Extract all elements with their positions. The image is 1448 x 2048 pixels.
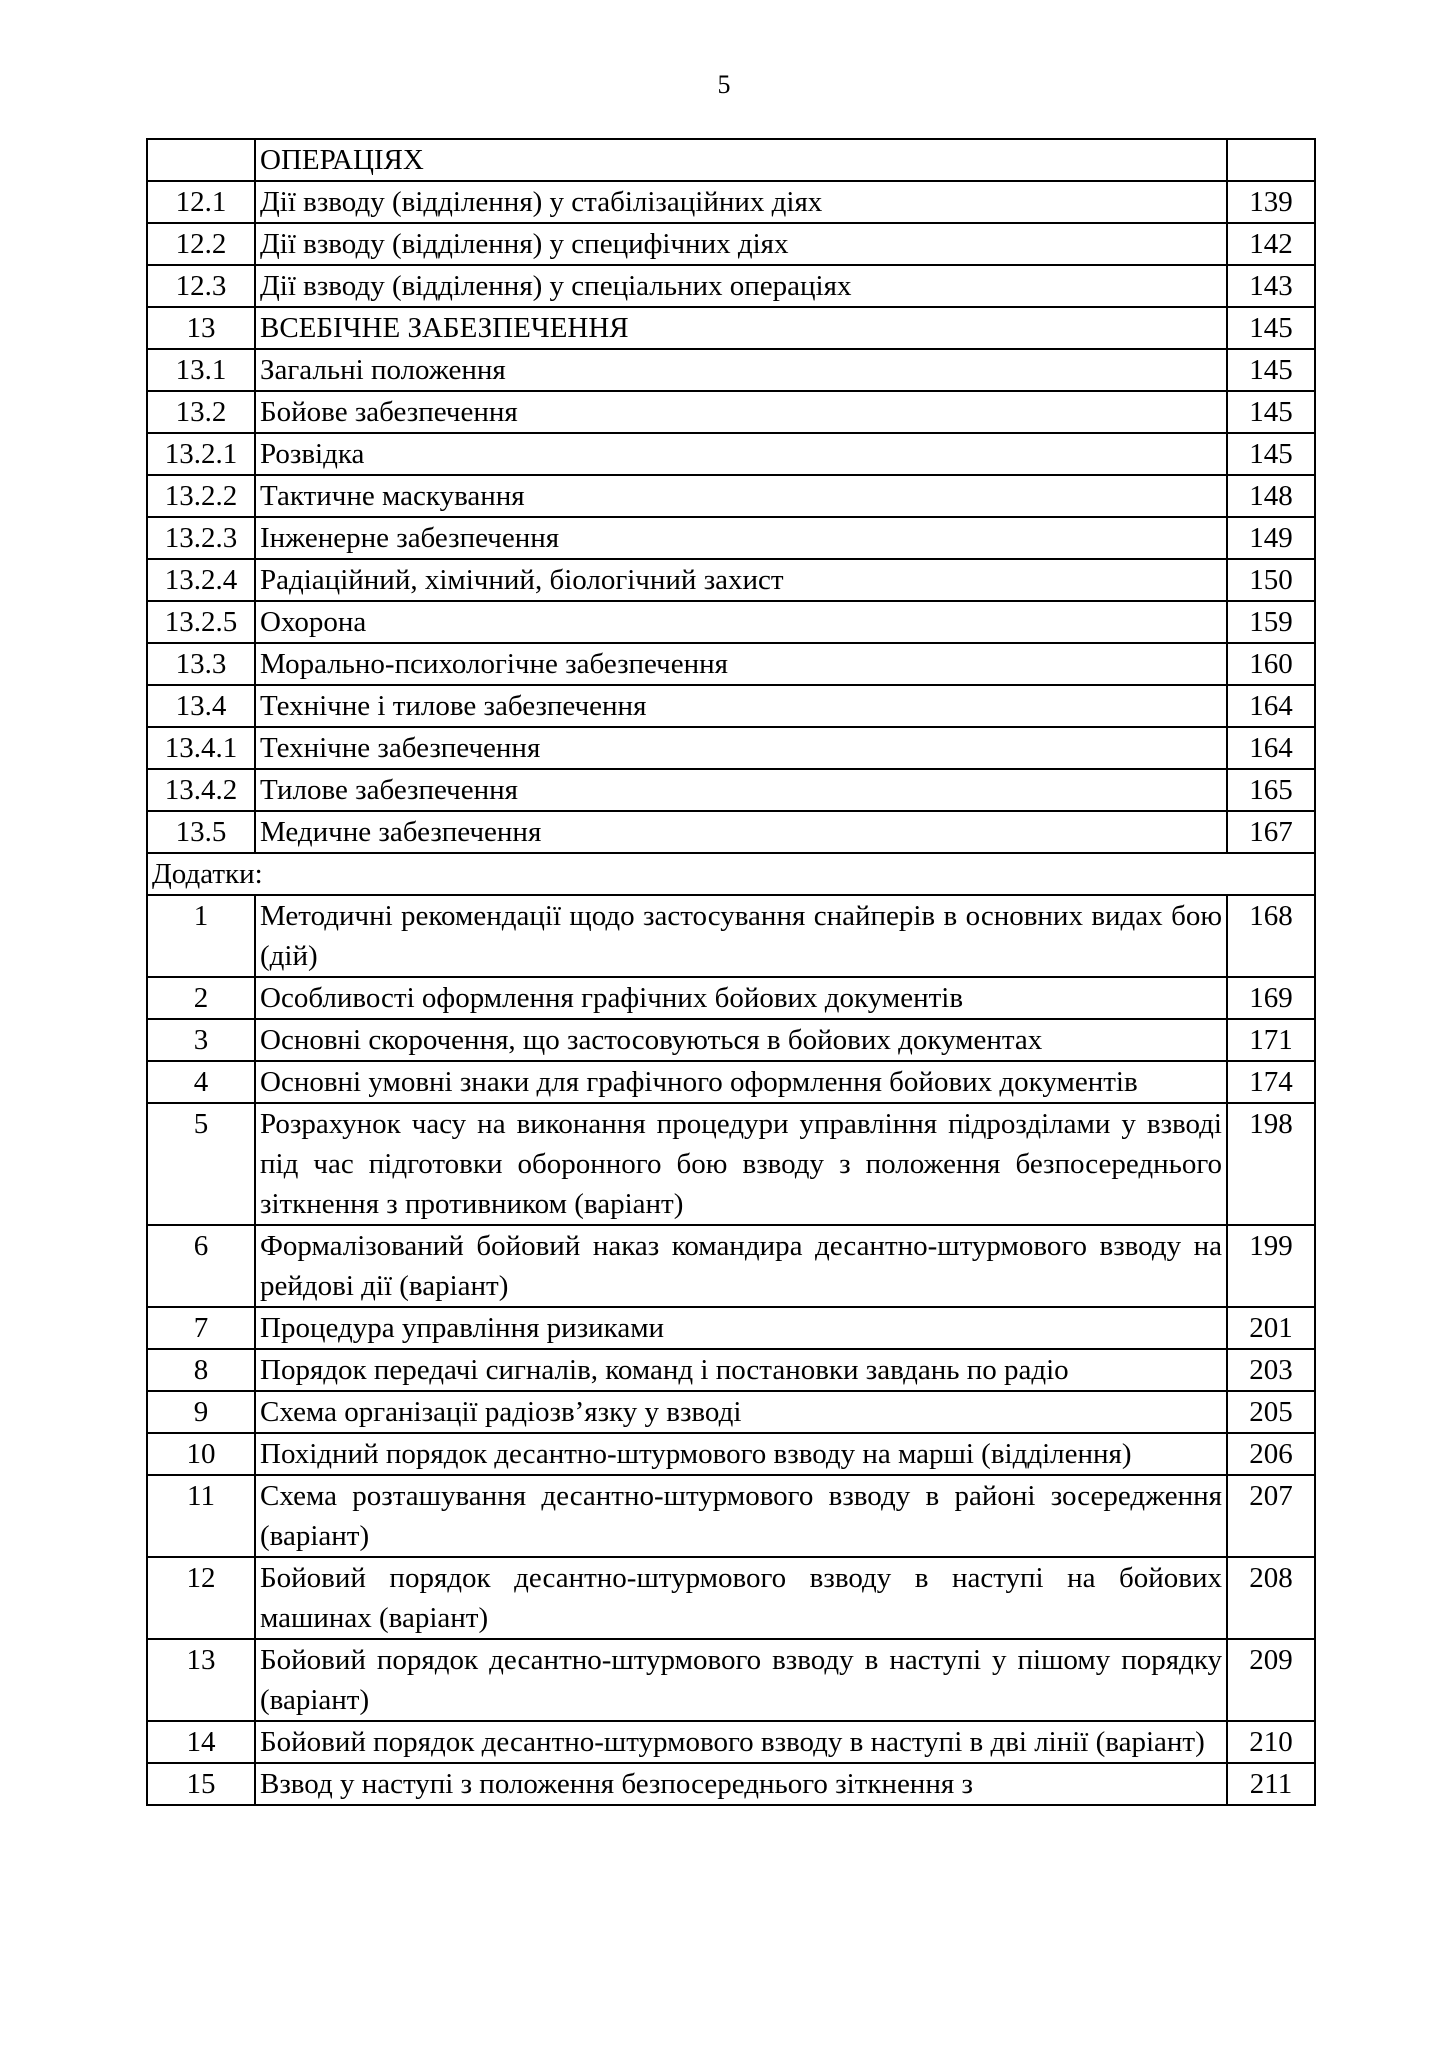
toc-number: 13.2.1 [147, 433, 255, 475]
toc-number: 13.4.1 [147, 727, 255, 769]
appendix-row [147, 1061, 1315, 1103]
toc-number: 12.2 [147, 223, 255, 265]
toc-number: 13.2 [147, 391, 255, 433]
toc-row [147, 517, 1315, 559]
appendix-number: 1 [147, 895, 255, 977]
toc-title: Радіаційний, хімічний, біологічний захист [255, 559, 1227, 601]
toc-row [147, 307, 1315, 349]
appendix-number: 5 [147, 1103, 255, 1225]
appendix-number: 15 [147, 1763, 255, 1805]
appendix-heading-row [147, 853, 1315, 895]
toc-page: 167 [1227, 811, 1315, 853]
appendix-title: Схема організації радіозв’язку у взводі [255, 1391, 1227, 1433]
appendix-heading: Додатки: [147, 853, 1315, 895]
appendix-page: 211 [1227, 1763, 1315, 1805]
appendix-number: 12 [147, 1557, 255, 1639]
appendix-title: Розрахунок часу на виконання процедури управління підрозділами у взводі під час підготовки оборонного бою взводу з положення безпосереднього зіткнення з противником (варіант) [255, 1103, 1227, 1225]
toc-title: Бойове забезпечення [255, 391, 1227, 433]
appendix-page: 198 [1227, 1103, 1315, 1225]
toc-title: Тилове забезпечення [255, 769, 1227, 811]
toc-row [147, 727, 1315, 769]
appendix-page: 201 [1227, 1307, 1315, 1349]
appendix-row [147, 1391, 1315, 1433]
appendix-title: Бойовий порядок десантно-штурмового взводу в наступі на бойових машинах (варіант) [255, 1557, 1227, 1639]
appendix-row [147, 1475, 1315, 1557]
toc-row [147, 433, 1315, 475]
toc-page: 145 [1227, 391, 1315, 433]
toc-row [147, 181, 1315, 223]
toc-row [147, 601, 1315, 643]
toc-title: Дії взводу (відділення) у спеціальних операціях [255, 265, 1227, 307]
appendix-title: Методичні рекомендації щодо застосування снайперів в основних видах бою (дій) [255, 895, 1227, 977]
toc-row [147, 139, 1315, 181]
appendix-title: Процедура управління ризиками [255, 1307, 1227, 1349]
toc-number: 13.2.3 [147, 517, 255, 559]
toc-row [147, 769, 1315, 811]
toc-title: Охорона [255, 601, 1227, 643]
appendix-page: 210 [1227, 1721, 1315, 1763]
appendix-row [147, 977, 1315, 1019]
toc-title: ОПЕРАЦІЯХ [255, 139, 1227, 181]
toc-number: 13.1 [147, 349, 255, 391]
appendix-page: 206 [1227, 1433, 1315, 1475]
toc-page: 149 [1227, 517, 1315, 559]
toc-row [147, 223, 1315, 265]
appendix-title: Особливості оформлення графічних бойових документів [255, 977, 1227, 1019]
appendix-row [147, 1763, 1315, 1805]
toc-title: Технічне забезпечення [255, 727, 1227, 769]
appendix-row [147, 1307, 1315, 1349]
appendix-page: 171 [1227, 1019, 1315, 1061]
toc-title: Медичне забезпечення [255, 811, 1227, 853]
appendix-title: Основні умовні знаки для графічного оформлення бойових документів [255, 1061, 1227, 1103]
appendix-page: 174 [1227, 1061, 1315, 1103]
appendix-row [147, 1433, 1315, 1475]
toc-row [147, 349, 1315, 391]
toc-title: Розвідка [255, 433, 1227, 475]
appendix-row [147, 1225, 1315, 1307]
toc-title: Загальні положення [255, 349, 1227, 391]
toc-title: Дії взводу (відділення) у стабілізаційних діях [255, 181, 1227, 223]
appendix-row [147, 1019, 1315, 1061]
appendix-row [147, 1349, 1315, 1391]
appendix-page: 169 [1227, 977, 1315, 1019]
toc-number: 13.2.5 [147, 601, 255, 643]
toc-row [147, 559, 1315, 601]
toc-title: Дії взводу (відділення) у специфічних діях [255, 223, 1227, 265]
appendix-title: Основні скорочення, що застосовуються в бойових документах [255, 1019, 1227, 1061]
toc-number [147, 139, 255, 181]
appendix-row [147, 1721, 1315, 1763]
appendix-number: 14 [147, 1721, 255, 1763]
toc-title: Технічне і тилове забезпечення [255, 685, 1227, 727]
page-number: 5 [717, 70, 731, 99]
toc-title: Інженерне забезпечення [255, 517, 1227, 559]
appendix-number: 9 [147, 1391, 255, 1433]
appendix-row [147, 895, 1315, 977]
toc-title: ВСЕБІЧНЕ ЗАБЕЗПЕЧЕННЯ [255, 307, 1227, 349]
toc-page: 145 [1227, 349, 1315, 391]
appendix-number: 4 [147, 1061, 255, 1103]
appendix-number: 3 [147, 1019, 255, 1061]
toc-title: Тактичне маскування [255, 475, 1227, 517]
appendix-number: 10 [147, 1433, 255, 1475]
appendix-row [147, 1639, 1315, 1721]
appendix-page: 199 [1227, 1225, 1315, 1307]
toc-page: 143 [1227, 265, 1315, 307]
toc-page: 142 [1227, 223, 1315, 265]
toc-row [147, 811, 1315, 853]
appendix-number: 8 [147, 1349, 255, 1391]
toc-number: 12.3 [147, 265, 255, 307]
toc-number: 12.1 [147, 181, 255, 223]
appendix-number: 6 [147, 1225, 255, 1307]
appendix-row [147, 1557, 1315, 1639]
toc-page: 164 [1227, 727, 1315, 769]
appendix-number: 13 [147, 1639, 255, 1721]
appendix-page: 207 [1227, 1475, 1315, 1557]
appendix-title: Формалізований бойовий наказ командира десантно-штурмового взводу на рейдові дії (варіант) [255, 1225, 1227, 1307]
toc-row [147, 475, 1315, 517]
table-of-contents [146, 138, 1316, 1806]
toc-number: 13.3 [147, 643, 255, 685]
appendix-number: 7 [147, 1307, 255, 1349]
appendix-page: 209 [1227, 1639, 1315, 1721]
toc-number: 13.5 [147, 811, 255, 853]
appendix-row [147, 1103, 1315, 1225]
appendix-page: 203 [1227, 1349, 1315, 1391]
appendix-title: Бойовий порядок десантно-штурмового взводу в наступі в дві лінії (варіант) [255, 1721, 1227, 1763]
toc-page: 160 [1227, 643, 1315, 685]
toc-row [147, 643, 1315, 685]
appendix-title: Похідний порядок десантно-штурмового взводу на марші (відділення) [255, 1433, 1227, 1475]
toc-page: 165 [1227, 769, 1315, 811]
toc-page: 139 [1227, 181, 1315, 223]
toc-page [1227, 139, 1315, 181]
appendix-page: 205 [1227, 1391, 1315, 1433]
appendix-title: Порядок передачі сигналів, команд і постановки завдань по радіо [255, 1349, 1227, 1391]
toc-row [147, 685, 1315, 727]
toc-page: 159 [1227, 601, 1315, 643]
toc-title: Морально-психологічне забезпечення [255, 643, 1227, 685]
toc-number: 13.4.2 [147, 769, 255, 811]
toc-page: 148 [1227, 475, 1315, 517]
appendix-page: 168 [1227, 895, 1315, 977]
toc-row [147, 265, 1315, 307]
toc-page: 145 [1227, 433, 1315, 475]
toc-page: 164 [1227, 685, 1315, 727]
toc-number: 13.4 [147, 685, 255, 727]
appendix-number: 2 [147, 977, 255, 1019]
appendix-page: 208 [1227, 1557, 1315, 1639]
toc-number: 13.2.2 [147, 475, 255, 517]
toc-number: 13.2.4 [147, 559, 255, 601]
appendix-number: 11 [147, 1475, 255, 1557]
toc-page: 150 [1227, 559, 1315, 601]
toc-page: 145 [1227, 307, 1315, 349]
toc-row [147, 391, 1315, 433]
appendix-title: Взвод у наступі з положення безпосереднього зіткнення з [255, 1763, 1227, 1805]
appendix-title: Схема розташування десантно-штурмового взводу в районі зосередження (варіант) [255, 1475, 1227, 1557]
toc-number: 13 [147, 307, 255, 349]
appendix-title: Бойовий порядок десантно-штурмового взводу в наступі у пішому порядку (варіант) [255, 1639, 1227, 1721]
